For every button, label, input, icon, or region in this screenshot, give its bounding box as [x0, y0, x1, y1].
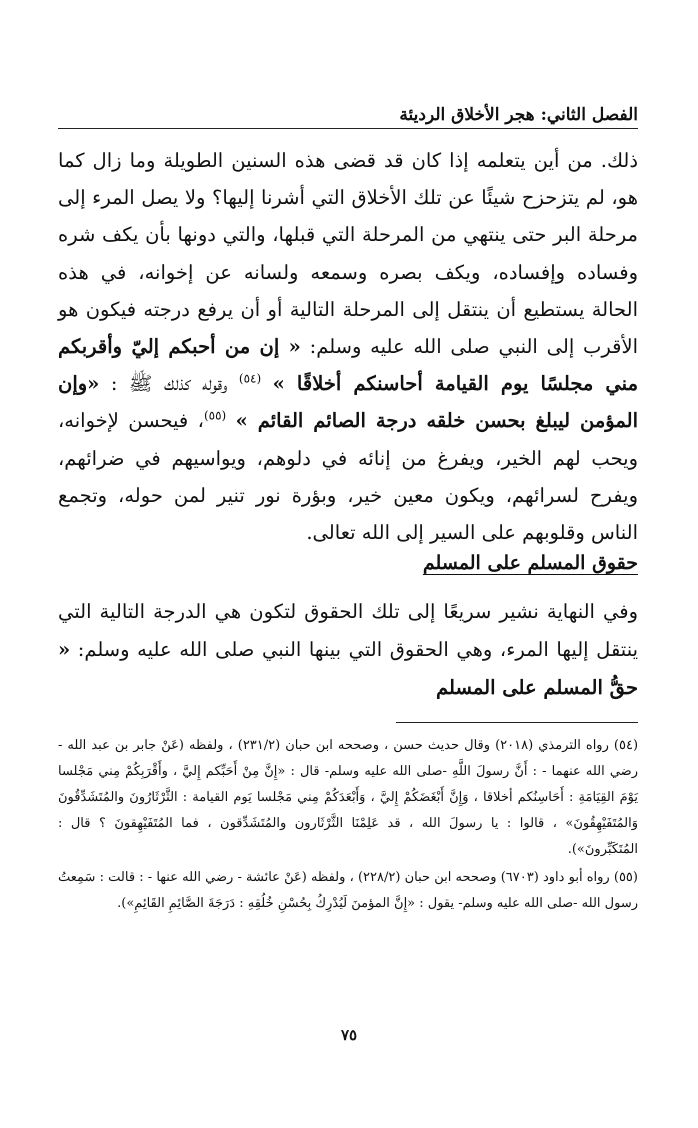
footnotes: [58, 733, 638, 919]
section-text-body: وفي النهاية نشير سريعًا إلى تلك الحقوق لتكون هي الدرجة التالية التي ينتقل إليها المرء، وهي الحقوق التي بينها النبي صلى الله عليه وسلم:: [58, 600, 638, 661]
main-paragraph: [58, 142, 638, 551]
footnote-55: (٥٥) رواه أبو داود (٦٧٠٣) وصححه ابن حبان (٢٢٨/٢) ، ولفظه (عَنْ عائشة - رضي الله عنها - : قالت : سَمِعتُ رسول الله -صلى الله عليه وسلم- يقول : «إِنَّ المؤمنَ لَيُدْرِكُ بِحُسْنِ خُلُقِهِ : دَرَجَةَ الصَّائِمِ القَائِمِ»).: [58, 870, 638, 911]
chapter-title: الفصل الثاني: هجر الأخلاق الرديئة: [391, 104, 638, 126]
paragraph-1-text-c: ، فيحسن لإخوانه، ويحب لهم الخير، ويفرغ من إنائه في دلوهم، ويواسيهم في ضرائهم، ويفرح لسرائهم، ويكون معين خير، وبؤرة نور تنير لمن حوله، وتجمع الناس وقلوبهم على السير إلى الله تعالى.: [58, 409, 638, 545]
hadith-quote-2: «وإن المؤمن ليبلغ بحسن خلقه درجة الصائم القائم »: [58, 372, 638, 433]
footnote-ref-54: (٥٤): [238, 371, 262, 386]
page-number: ٧٥: [340, 1026, 358, 1044]
paragraph-1: [58, 142, 638, 551]
section-paragraph: [58, 593, 638, 707]
footnote-ref-55: (٥٥): [203, 408, 227, 423]
hadith-quote-1: « إن من أحبكم إليّ وأقربكم مني مجلسًا يوم القيامة أحاسنكم أخلاقًا »: [58, 335, 639, 396]
running-header: [58, 104, 638, 129]
paragraph-1-text-a: ذلك. من أين يتعلمه إذا كان قد قضى هذه السنين الطويلة وما زال كما هو، لم يتزحزح شيئًا عن تلك الأخلاق التي أشرنا إليها؟ ولا يصل المرء إلى مرحلة البر حتى ينتهي من المرحلة التي قبلها، والتي دونها بأن يكف شره وفساده وإفساده، ويكف بصره وسمعه ولسانه عن إخوانه، في هذه الحالة يستطيع أن ينتقل إلى المرحلة التالية أو أن يرفع درجته فيكون هو الأقرب إلى النبي صلى الله عليه وسلم:: [58, 149, 638, 359]
paragraph-1-text-b: وقوله كذلك ﷺ :: [110, 372, 239, 396]
footnote-54: (٥٤) رواه الترمذي (٢٠١٨) وقال حديث حسن ، وصححه ابن حبان (٢٣١/٢) ، ولفظه (عَنْ جابر بن عبد الله - رضي الله عنهما - : أَنَّ رسولَ اللَّهِ -صلى الله عليه وسلم- قال : «إِنَّ مِنْ أَحَبِّكم إِليَّ ، وأَقْرَبِكُمْ مِني مَجْلسا يَوْمَ القِيَامَةِ : أَحَاسِنُكم أخلاقا ، وَإِنَّ أَبْغَضَكُمْ إِليَّ ، وَأَبْعَدَكُمْ مِني مَجْلسا يَوم القيامة : الثَّرْثَارُونَ والمُتَشَدِّقُونَ وَالمُتَفَيْهِقُونَ» ، قالوا : يا رسولَ الله ، قد عَلِمْنَا الثَّرْثَارون والمُتَشَدِّقون ، فما المُتَفَيْهِقونَ ؟ قال : المُتَكَبِّرونَ»).: [58, 738, 639, 857]
section-heading-text: حقوق المسلم على المسلم: [422, 552, 638, 574]
section-paragraph-text: [58, 593, 638, 707]
section-heading: [58, 548, 638, 578]
hadith-quote-3: « حقُّ المسلم على المسلم: [58, 638, 638, 699]
footnote-divider: [396, 722, 638, 723]
